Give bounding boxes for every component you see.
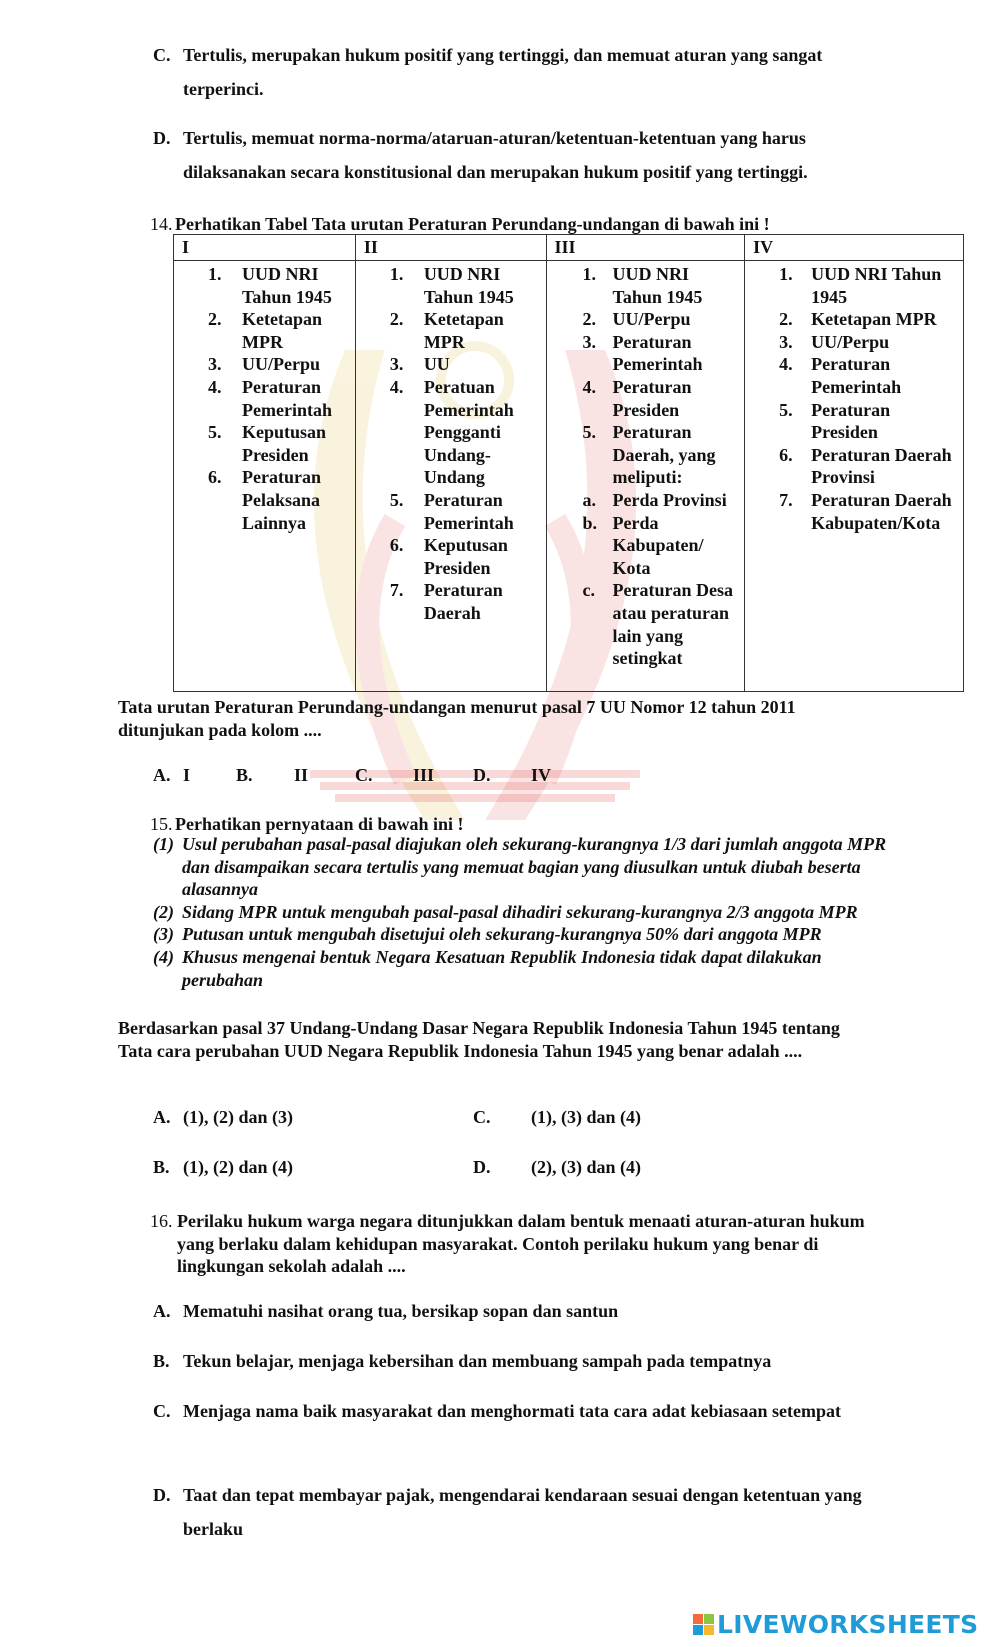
item-number: 2. — [582, 309, 597, 330]
option-letter: A. — [153, 1301, 171, 1321]
option-text: (1), (2) dan (3) — [183, 1107, 293, 1127]
table-list-item — [356, 308, 542, 353]
table-header: III — [546, 235, 745, 261]
option-text: (2), (3) dan (4) — [531, 1157, 641, 1177]
table-list-item — [174, 353, 351, 376]
table-list-item — [356, 579, 542, 624]
q15-option-b[interactable] — [153, 1150, 293, 1184]
statement-text: Khusus mengenai bentuk Negara Kesatuan Republik Indonesia tidak dapat dilakukan perubahan — [182, 946, 822, 990]
q13-option-d[interactable] — [153, 121, 913, 182]
option-letter: D. — [473, 765, 491, 785]
question-number: 16. — [150, 1211, 173, 1231]
table-list-item — [356, 353, 542, 376]
q16-option-c[interactable] — [153, 1394, 913, 1428]
q15-prompt — [150, 813, 464, 835]
option-letter: A. — [153, 1107, 171, 1127]
item-number: 7. — [779, 489, 793, 510]
question-number: 14. — [150, 214, 173, 234]
item-text: Peraturan Daerah Provinsi — [811, 444, 952, 488]
item-number: 3. — [389, 354, 404, 375]
item-number: 2. — [208, 309, 222, 330]
statement-number: (4) — [153, 946, 174, 967]
item-number: b. — [582, 512, 598, 533]
table-list-item — [745, 444, 959, 489]
statement-text: Putusan untuk mengubah disetujui oleh sekurang-kurangnya 50% dari anggota MPR — [182, 924, 822, 945]
q15-option-d[interactable] — [473, 1150, 641, 1184]
option-letter: A. — [153, 765, 171, 785]
item-text: Peraturan Presiden — [811, 399, 891, 443]
table-list-item — [745, 399, 959, 444]
item-number: 5. — [582, 422, 597, 443]
table-header: II — [355, 235, 546, 261]
option-text: (1), (3) dan (4) — [531, 1107, 641, 1127]
hierarchy-table — [173, 234, 964, 692]
item-number: 7. — [389, 580, 404, 601]
option-letter: B. — [236, 765, 253, 785]
option-text: Tekun belajar, menjaga kebersihan dan membuang sampah pada tempatnya — [183, 1351, 772, 1371]
statement-item — [153, 901, 893, 924]
statement-number: (3) — [153, 924, 174, 945]
item-text: UUD NRI Tahun 1945 — [423, 264, 514, 307]
item-number: 1. — [208, 264, 222, 284]
table-header: I — [174, 235, 356, 261]
option-letter: D. — [153, 128, 171, 148]
option-letter: D. — [473, 1157, 491, 1177]
logo-squares-icon — [693, 1614, 714, 1635]
item-text: UU/Perpu — [612, 309, 691, 330]
item-text: Peraturan Daerah, yang meliputi: — [612, 422, 716, 488]
table-column-iii — [546, 261, 745, 692]
option-text: Tertulis, memuat norma-norma/ataruan-aturan/ketentuan-ketentuan yang harus dilaksanakan secara konstitusional dan merupakan hukum positif yang tertinggi. — [183, 128, 808, 182]
statement-item — [153, 833, 893, 901]
q16-option-b[interactable] — [153, 1344, 913, 1378]
item-text: Peraturan Daerah Kabupaten/Kota — [811, 489, 952, 533]
item-number: 6. — [389, 535, 404, 556]
item-text: UUD NRI Tahun 1945 — [811, 264, 942, 307]
option-text: Tertulis, merupakan hukum positif yang tertinggi, dan memuat aturan yang sangat terperinci. — [183, 45, 823, 99]
q16-option-a[interactable] — [153, 1294, 913, 1328]
option-text: Taat dan tepat membayar pajak, mengendarai kendaraan sesuai dengan ketentuan yang berlaku — [183, 1485, 862, 1539]
item-number: 3. — [208, 354, 222, 375]
table-list-item — [547, 308, 741, 331]
question-text: Perhatikan Tabel Tata urutan Peraturan Perundang-undangan di bawah ini ! — [175, 214, 770, 234]
item-text: Peraturan Pemerintah — [242, 376, 332, 420]
q14-option-a[interactable] — [153, 758, 191, 792]
table-list-item — [547, 489, 741, 512]
question-text: Perilaku hukum warga negara ditunjukkan dalam bentuk menaati aturan-aturan hukum yang berlaku dalam kehidupan masyarakat. Contoh perilaku hukum yang benar di lingkungan sekolah adalah .... — [177, 1211, 865, 1277]
q15-question: Berdasarkan pasal 37 Undang-Undang Dasar Negara Republik Indonesia Tahun 1945 tentang Tata cara perubahan UUD Negara Republik Indonesia Tahun 1945 yang benar adalah .... — [118, 1018, 840, 1061]
statement-item — [153, 946, 893, 991]
table-list-item — [547, 512, 741, 580]
item-text: Perda Provinsi — [612, 489, 727, 510]
q14-question: Tata urutan Peraturan Perundang-undangan menurut pasal 7 UU Nomor 12 tahun 2011 ditunjukan pada kolom .... — [118, 697, 796, 740]
item-number: 2. — [779, 309, 793, 330]
q14-option-b[interactable] — [236, 758, 309, 792]
liveworksheets-logo[interactable] — [693, 1608, 993, 1640]
item-text: Peraturan Pemerintah — [811, 354, 902, 397]
table-list-item — [547, 263, 741, 308]
table-list-item — [174, 308, 351, 353]
option-letter: D. — [153, 1485, 171, 1505]
item-text: UUD NRI Tahun 1945 — [242, 264, 332, 307]
table-list-item — [547, 376, 741, 421]
item-number: 5. — [208, 422, 222, 443]
item-number: 6. — [779, 444, 793, 465]
item-text: Keputusan Presiden — [423, 535, 508, 578]
statement-text: Sidang MPR untuk mengubah pasal-pasal dihadiri sekurang-kurangnya 2/3 anggota MPR — [182, 901, 858, 922]
item-text: Peraturan Pemerintah — [612, 331, 703, 375]
item-number: 2. — [389, 309, 404, 330]
item-number: a. — [582, 489, 597, 510]
question-text: Perhatikan pernyataan di bawah ini ! — [175, 814, 464, 834]
table-list-item — [174, 421, 351, 466]
item-number: 6. — [208, 467, 222, 488]
option-letter: B. — [153, 1157, 170, 1177]
option-letter: C. — [153, 45, 171, 65]
q14-option-c[interactable] — [355, 758, 435, 792]
item-text: UU — [423, 354, 450, 375]
table-list-item — [547, 579, 741, 669]
table-list-item — [745, 489, 959, 534]
table-list-item — [174, 466, 351, 534]
table-list-item — [745, 331, 959, 354]
option-letter: C. — [473, 1107, 491, 1127]
table-list-item — [356, 263, 542, 308]
option-letter: C. — [153, 1401, 171, 1421]
option-letter: B. — [153, 1351, 170, 1371]
item-text: Ketetapan MPR — [811, 309, 937, 330]
statement-number: (1) — [153, 834, 174, 854]
q15-option-c[interactable] — [473, 1100, 641, 1134]
brand-name: LIVEWORKSHEETS — [717, 1609, 979, 1639]
item-number: 1. — [389, 264, 404, 284]
table-list-item — [174, 376, 351, 421]
item-number: 3. — [582, 331, 597, 352]
option-text: III — [413, 765, 435, 785]
option-text: IV — [531, 765, 552, 785]
item-number: 1. — [582, 264, 597, 284]
item-number: c. — [582, 580, 596, 601]
table-list-item — [547, 421, 741, 489]
statement-text: Usul perubahan pasal-pasal diajukan oleh sekurang-kurangnya 1/3 dari jumlah anggota MPR dan disampaikan secara tertulis yang memuat bagian yang diusulkan untuk diubah beserta alasannya — [182, 834, 887, 900]
item-text: Perda Kabupaten/ Kota — [612, 512, 704, 578]
table-list-item — [745, 308, 959, 331]
table-list-item — [174, 263, 351, 308]
q16-option-d[interactable] — [153, 1478, 913, 1539]
statement-item — [153, 923, 893, 946]
item-number: 4. — [208, 376, 222, 397]
table-header: IV — [745, 235, 964, 261]
option-text: Mematuhi nasihat orang tua, bersikap sopan dan santun — [183, 1301, 619, 1321]
item-text: UU/Perpu — [242, 354, 320, 375]
statement-number: (2) — [153, 901, 174, 922]
item-text: UU/Perpu — [811, 331, 890, 352]
option-text: Menjaga nama baik masyarakat dan menghormati tata cara adat kebiasaan setempat — [183, 1401, 841, 1421]
option-text: II — [294, 765, 309, 785]
item-text: Peratuan Pemerintah Pengganti Undang-Undang — [423, 376, 514, 488]
option-text: (1), (2) dan (4) — [183, 1157, 293, 1177]
question-number: 15. — [150, 814, 173, 834]
table-list-item — [356, 376, 542, 489]
table-list-item — [745, 353, 959, 398]
table-list-item — [547, 331, 741, 376]
table-list-item — [745, 263, 959, 308]
item-text: Peraturan Presiden — [612, 376, 692, 420]
item-text: Keputusan Presiden — [242, 422, 327, 465]
option-letter: C. — [355, 765, 373, 785]
option-text: I — [183, 765, 191, 785]
table-column-ii — [355, 261, 546, 692]
table-list-item — [356, 534, 542, 579]
q15-statement-list — [153, 833, 893, 991]
q15-option-a[interactable] — [153, 1100, 293, 1134]
item-text: Peraturan Daerah — [423, 580, 503, 623]
item-number: 4. — [582, 376, 597, 397]
item-number: 4. — [779, 354, 793, 375]
item-text: Ketetapan MPR — [423, 309, 504, 352]
item-number: 4. — [389, 376, 404, 397]
q14-option-d[interactable] — [473, 758, 552, 792]
q13-option-c[interactable] — [153, 38, 913, 99]
item-text: Peraturan Pemerintah — [423, 489, 514, 533]
item-text: Ketetapan MPR — [242, 309, 322, 352]
item-text: Peraturan Desa atau peraturan lain yang setingkat — [612, 580, 734, 669]
q16-prompt — [150, 1210, 880, 1278]
item-text: UUD NRI Tahun 1945 — [612, 264, 703, 307]
q14-prompt — [150, 213, 770, 235]
item-number: 5. — [389, 489, 404, 510]
table-column-i — [174, 261, 356, 692]
item-number: 3. — [779, 331, 793, 352]
item-text: Peraturan Pelaksana Lainnya — [242, 467, 321, 533]
table-list-item — [356, 489, 542, 534]
item-number: 1. — [779, 264, 793, 284]
table-column-iv — [745, 261, 964, 692]
item-number: 5. — [779, 399, 793, 420]
